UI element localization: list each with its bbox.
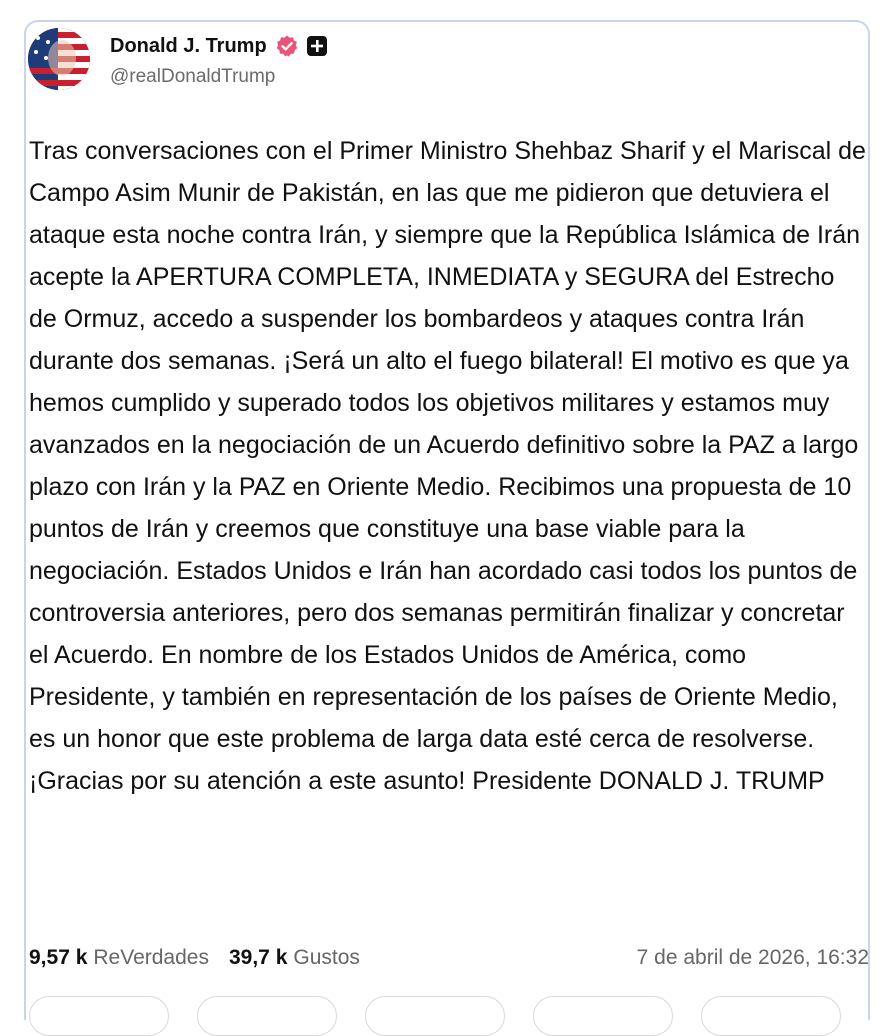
post-timestamp[interactable]: 7 de abril de 2026, 16:32 [636,946,869,969]
verified-badge-icon [275,34,299,58]
avatar-image [28,28,90,90]
likes-label: Gustos [293,946,360,969]
likes-stat[interactable] [229,946,360,970]
like-button[interactable] [365,996,505,1036]
avatar[interactable] [28,28,90,90]
repost-button[interactable] [197,996,337,1036]
share-button[interactable] [533,996,673,1036]
post-text: Tras conversaciones con el Primer Ministro Shehbaz Sharif y el Mariscal de Campo Asim Munir de Pakistán, en las que me pidieron que detuviera el ataque esta noche contra Irán, y siempre que la República Islámica de Irán acepte la APERTURA COMPLETA, INMEDIATA y SEGURA del Estrecho de Ormuz, accedo a suspender los bombardeos y ataques contra Irán durante dos semanas. ¡Será un alto el fuego bilateral! El motivo es que ya hemos cumplido y superado todos los objetivos militares y estamos muy avanzados en la negociación de un Acuerdo definitivo sobre la PAZ a largo plazo con Irán y la PAZ en Oriente Medio. Recibimos una propuesta de 10 puntos de Irán y creemos que constituye una base viable para la negociación. Estados Unidos e Irán han acordado casi todos los puntos de controversia anteriores, pero dos semanas permitirán finalizar y concretar el Acuerdo. En nombre de los Estados Unidos de América, como Presidente, y también en representación de los países de Oriente Medio, es un honor que este problema de larga data esté cerca de resolverse. ¡Gracias por su atención a este asunto! Presidente DONALD J. TRUMP [29,137,866,795]
author-handle[interactable]: @realDonaldTrump [110,66,276,87]
more-button[interactable] [701,996,841,1036]
reply-button[interactable] [29,996,169,1036]
post-card [24,20,870,1020]
plus-badge-icon [307,36,327,56]
reposts-stat[interactable] [29,946,209,970]
action-bar [29,996,869,1036]
author-name[interactable]: Donald J. Trump [110,34,267,57]
reposts-count: 9,57 k [29,946,88,969]
post-stats [29,940,869,976]
likes-count: 39,7 k [228,946,288,969]
author-row [110,32,327,60]
reposts-label: ReVerdades [93,946,209,969]
